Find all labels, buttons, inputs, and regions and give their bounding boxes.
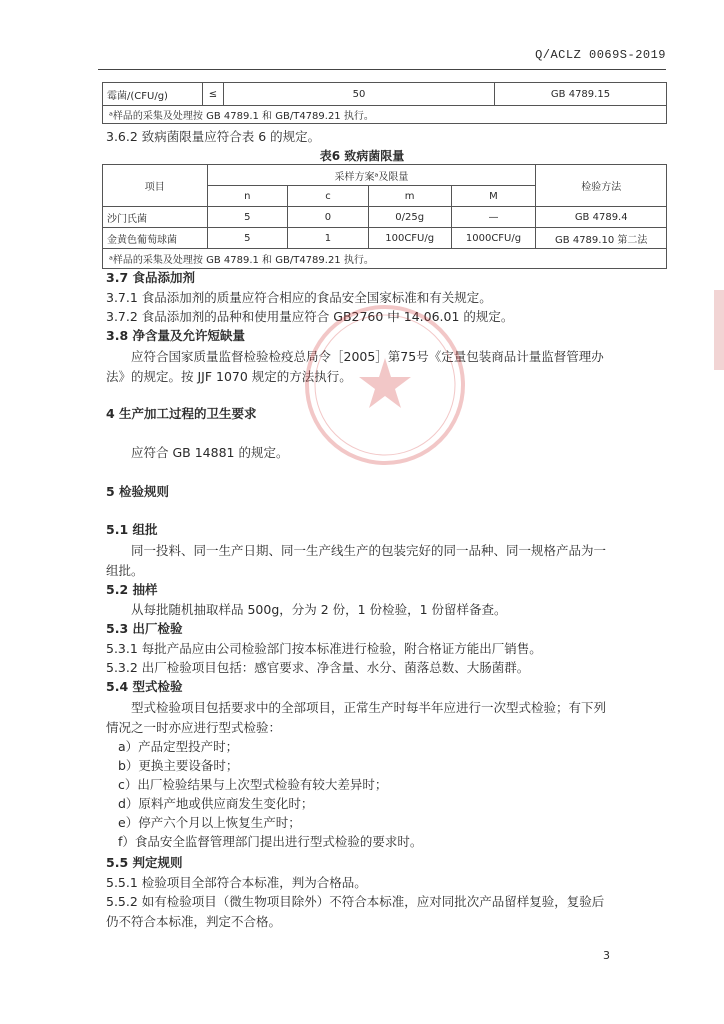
header-m: m [368, 186, 451, 207]
header-plan: 采样方案ᵃ及限量 [207, 165, 536, 186]
list-item: d）原料产地或供应商发生变化时； [118, 796, 314, 811]
table-cell: 0 [288, 207, 369, 228]
table-footnote-row [103, 249, 667, 269]
section-5-1-text: 同一投料、同一生产日期、同一生产线生产的包装完好的同一品种、同一规格产品为一 [131, 543, 607, 558]
table-cell: 5 [207, 207, 288, 228]
section-3-8-heading: 3.8 净含量及允许短缺量 [106, 328, 245, 343]
clause-5-3-2: 5.3.2 出厂检验项目包括：感官要求、净含量、水分、菌落总数、大肠菌群。 [106, 660, 530, 675]
table-footnote: ᵃ样品的采集及处理按 GB 4789.1 和 GB/T4789.21 执行。 [103, 106, 667, 124]
table-header-row [103, 165, 667, 186]
clause-5-3-1: 5.3.1 每批产品应由公司检验部门按本标准进行检验，附合格证方能出厂销售。 [106, 641, 542, 656]
clause-3-6-2: 3.6.2 致病菌限量应符合表 6 的规定。 [106, 129, 321, 144]
table-cell: GB 4789.15 [495, 83, 667, 106]
table-row [103, 228, 667, 249]
section-5-2-text: 从每批随机抽取样品 500g，分为 2 份，1 份检验，1 份留样备查。 [131, 602, 507, 617]
table-cell: 100CFU/g [368, 228, 451, 249]
table-cell: 1000CFU/g [451, 228, 536, 249]
list-item: f）食品安全监督管理部门提出进行型式检验的要求时。 [118, 834, 423, 849]
section-5-4-text: 情况之一时亦应进行型式检验： [106, 720, 282, 735]
section-3-7-heading: 3.7 食品添加剂 [106, 270, 195, 285]
table-cell: — [451, 207, 536, 228]
section-5-2-heading: 5.2 抽样 [106, 582, 158, 597]
section-5-4-text: 型式检验项目包括要求中的全部项目，正常生产时每半年应进行一次型式检验；有下列 [131, 700, 607, 715]
table-footnote-row [103, 106, 667, 124]
table-cell: GB 4789.10 第二法 [536, 228, 667, 249]
page-number: 3 [603, 949, 610, 962]
table-row [103, 83, 667, 106]
header-M: M [451, 186, 536, 207]
table-row [103, 207, 667, 228]
header-rule [98, 69, 666, 70]
header-item: 项目 [103, 165, 208, 207]
table-cell: 0/25g [368, 207, 451, 228]
standard-code: Q/ACLZ 0069S-2019 [535, 48, 666, 62]
table-cell: 1 [288, 228, 369, 249]
section-5-5-heading: 5.5 判定规则 [106, 855, 183, 870]
company-seal-stamp [300, 300, 470, 470]
section-3-8-text: 应符合国家质量监督检验检疫总局令［2005］第75号《定量包装商品计量监督管理办 [131, 349, 604, 364]
table-cell: 沙门氏菌 [103, 207, 208, 228]
pathogen-limit-table [102, 164, 667, 269]
section-5-4-heading: 5.4 型式检验 [106, 679, 183, 694]
table-cell: 50 [224, 83, 495, 106]
clause-3-7-2: 3.7.2 食品添加剂的品种和使用量应符合 GB2760 中 14.06.01 的规定。 [106, 309, 514, 324]
page-edge-stamp-mark [714, 290, 724, 370]
section-4-heading: 4 生产加工过程的卫生要求 [106, 406, 257, 421]
list-item: b）更换主要设备时； [118, 758, 239, 773]
clause-5-5-2: 仍不符合本标准，判定不合格。 [106, 914, 282, 929]
section-5-1-heading: 5.1 组批 [106, 522, 158, 537]
table-footnote: ᵃ样品的采集及处理按 GB 4789.1 和 GB/T4789.21 执行。 [103, 249, 667, 269]
table-cell: ≤ [203, 83, 224, 106]
section-5-heading: 5 检验规则 [106, 484, 170, 499]
table-cell: 金黄色葡萄球菌 [103, 228, 208, 249]
list-item: a）产品定型投产时； [118, 739, 239, 754]
section-3-8-text: 法》的规定。按 JJF 1070 规定的方法执行。 [106, 369, 352, 384]
header-n: n [207, 186, 288, 207]
list-item: c）出厂检验结果与上次型式检验有较大差异时； [118, 777, 388, 792]
section-4-text: 应符合 GB 14881 的规定。 [131, 445, 289, 460]
clause-5-5-2: 5.5.2 如有检验项目（微生物项目除外）不符合本标准，应对同批次产品留样复验，复验后 [106, 894, 605, 909]
list-item: e）停产六个月以上恢复生产时； [118, 815, 301, 830]
section-5-3-heading: 5.3 出厂检验 [106, 621, 183, 636]
header-c: c [288, 186, 369, 207]
table-cell: 5 [207, 228, 288, 249]
table-cell: GB 4789.4 [536, 207, 667, 228]
section-5-1-text: 组批。 [106, 563, 144, 578]
table-cell: 霉菌/(CFU/g) [103, 83, 203, 106]
table-caption: 表6 致病菌限量 [319, 149, 405, 163]
header-method: 检验方法 [536, 165, 667, 207]
clause-3-7-1: 3.7.1 食品添加剂的质量应符合相应的食品安全国家标准和有关规定。 [106, 290, 492, 305]
clause-5-5-1: 5.5.1 检验项目全部符合本标准，判为合格品。 [106, 875, 367, 890]
microbe-limit-table-tail [102, 82, 667, 124]
